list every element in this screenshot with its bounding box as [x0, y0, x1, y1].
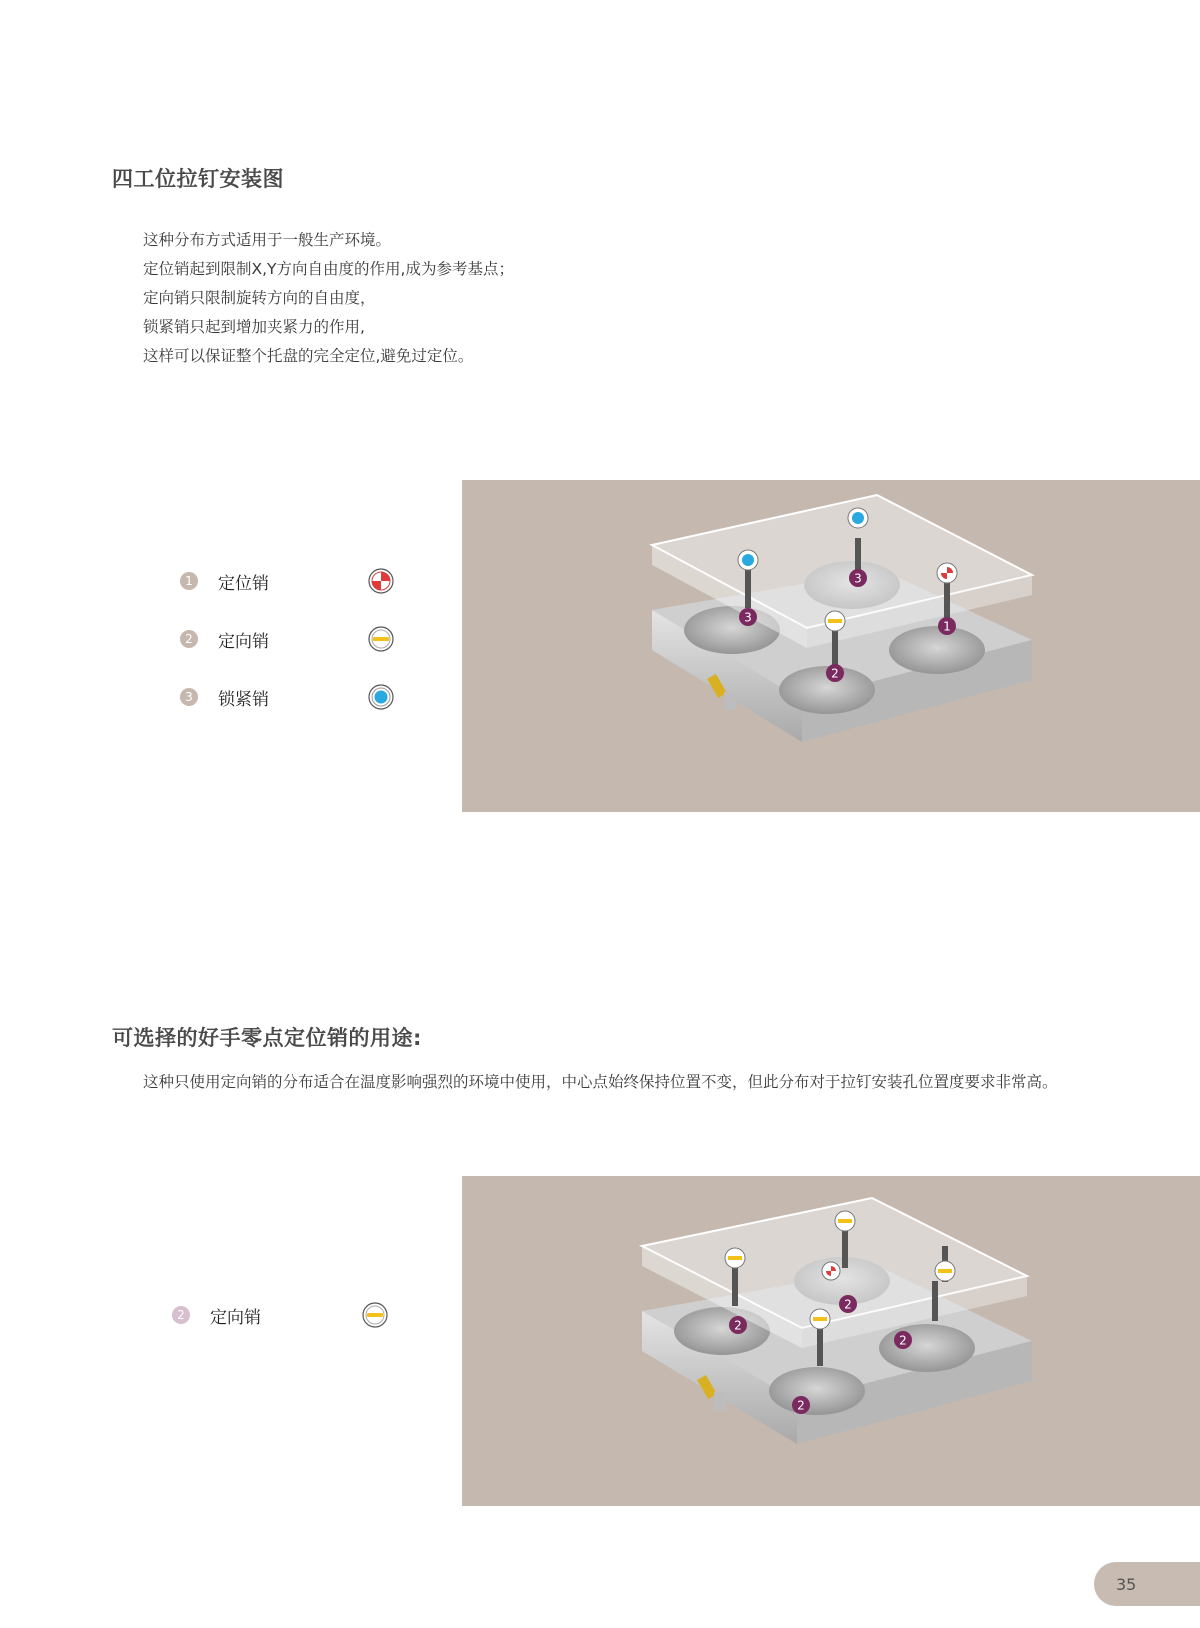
legend-label: 锁紧销: [218, 690, 269, 710]
marker-locating-pin: [938, 617, 956, 635]
legend-label: 定向销: [210, 1308, 261, 1328]
section2-description: [143, 1068, 1058, 1097]
legend-label: 定位销: [218, 574, 269, 594]
description-line: 这种分布方式适用于一般生产环境。: [143, 231, 392, 249]
legend-number: 3: [180, 688, 198, 706]
section1-description: [143, 226, 514, 371]
section1-title: 四工位拉钉安装图: [112, 167, 284, 191]
svg-text:3: 3: [744, 610, 752, 625]
marker-locking-pin: [739, 608, 757, 626]
svg-text:1: 1: [943, 619, 951, 634]
legend-label: 定向销: [218, 632, 269, 652]
legend-item-orienting-pin: [172, 1300, 190, 1330]
svg-text:2: 2: [831, 666, 839, 681]
svg-text:2: 2: [797, 1398, 805, 1413]
legend-number: 2: [180, 630, 198, 648]
marker-orienting-pin: [792, 1396, 810, 1414]
description-line: 锁紧销只起到增加夹紧力的作用,: [143, 318, 365, 336]
legend-item-locking-pin: [180, 682, 198, 712]
legend-item-locating-pin: [180, 566, 198, 596]
orienting-pin-symbol-icon: [368, 626, 394, 652]
orienting-pin-pallet-image: [462, 1176, 1200, 1506]
description-line: 定位销起到限制X,Y方向自由度的作用,成为参考基点；: [143, 260, 514, 278]
locking-pin-symbol-icon: [368, 684, 394, 710]
marker-locking-pin: [849, 569, 867, 587]
svg-text:2: 2: [844, 1297, 852, 1312]
description-line: 这种只使用定向销的分布适合在温度影响强烈的环境中使用，中心点始终保持位置不变，但此分布对于拉钉安装孔位置度要求非常高。: [143, 1073, 1058, 1091]
legend-item-orienting-pin: [180, 624, 198, 654]
locating-pin-symbol-icon: [368, 568, 394, 594]
page-number: 35: [1116, 1574, 1137, 1594]
legend-number: 2: [172, 1306, 190, 1324]
marker-orienting-pin: [839, 1295, 857, 1313]
four-station-pallet-image: [462, 480, 1200, 812]
description-line: 定向销只限制旋转方向的自由度，: [143, 289, 376, 307]
legend-number: 1: [180, 572, 198, 590]
orienting-pin-symbol-icon: [362, 1302, 388, 1328]
marker-orienting-pin: [894, 1331, 912, 1349]
description-line: 这样可以保证整个托盘的完全定位,避免过定位。: [143, 347, 474, 365]
marker-orienting-pin: [729, 1316, 747, 1334]
svg-text:3: 3: [854, 571, 862, 586]
svg-text:2: 2: [899, 1333, 907, 1348]
page-number-tab: [1094, 1562, 1200, 1606]
pallet-illustration: [462, 480, 1200, 812]
marker-orienting-pin: [826, 664, 844, 682]
svg-text:2: 2: [734, 1318, 742, 1333]
section2-title: 可选择的好手零点定位销的用途:: [112, 1026, 422, 1050]
pallet-illustration: [462, 1176, 1200, 1506]
